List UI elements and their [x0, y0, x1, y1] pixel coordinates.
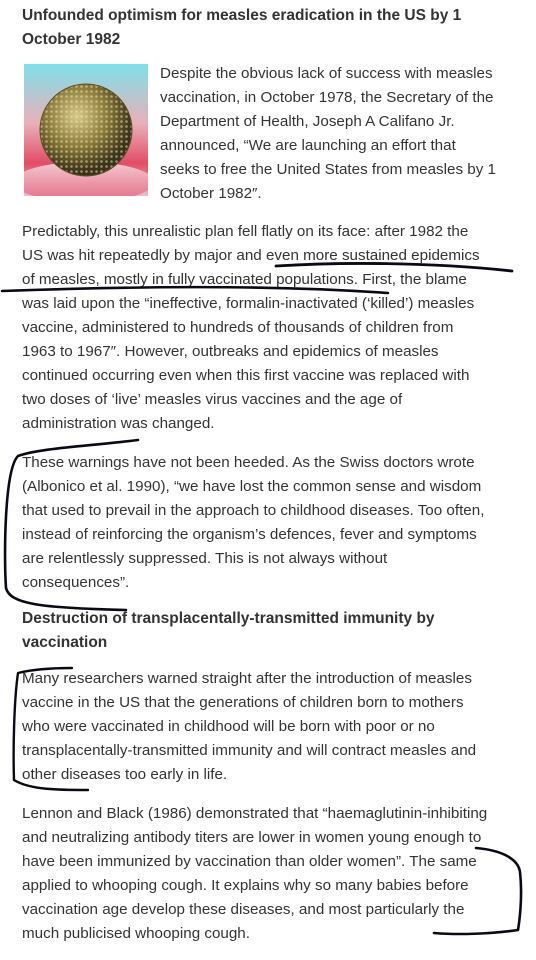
virus-sphere-icon — [24, 64, 148, 196]
califano-paragraph: Despite the obvious lack of success with measles vaccination, in October 1978, the Secretary of the Department of Health, Joseph A Califano Jr. announced, “We are launching an effort that seeks to free the United States from measles by 1 October 1982″. — [160, 65, 496, 202]
section-heading-measles-eradication: Unfounded optimism for measles eradication in the US by 1 October 1982 — [22, 7, 462, 48]
researchers-paragraph: Many researchers warned straight after the introduction of measles vaccine in the US that the generations of children born to mothers who were vaccinated in childhood will be born with poor or no transplacentally-transmitted immunity and will contract measles and other diseases too early in life. — [22, 670, 477, 783]
section-heading-transplacental-immunity: Destruction of transplacentally-transmitted immunity by vaccination — [22, 610, 435, 651]
predictably-paragraph: Predictably, this unrealistic plan fell flatly on its face: after 1982 the US was hit repeatedly by major and even more sustained epidemics of measles, mostly in fully vaccinated populations. First, the blame was laid upon the “ineffective, formalin-inactivated (‘killed’) measles vaccine, administered to hundreds of thousands of children from 1963 to 1967″. However, outbreaks and epidemics of measles continued occurring even when this first vaccine was replaced with two doses of ‘live’ measles virus vaccines and the age of administration was changed. — [22, 223, 480, 432]
measles-virus-illustration — [24, 64, 148, 196]
warnings-paragraph: These warnings have not been heeded. As the Swiss doctors wrote (Albonico et al. 1990), “we have lost the common sense and wisdom that used to prevail in the approach to childhood diseases. Too often, instead of reinforcing the organism’s defences, fever and symptoms are relentlessly suppressed. This is not always without consequences”. — [22, 454, 485, 591]
lennon-black-paragraph: Lennon and Black (1986) demonstrated that “haemaglutinin-inhibiting and neutralizing antibody titers are lower in women young enough to have been immunized by vaccination than older women”. The same applied to whooping cough. It explains why so many babies before vaccination age develop these diseases, and most particularly the much publicised whooping cough. — [22, 805, 488, 942]
